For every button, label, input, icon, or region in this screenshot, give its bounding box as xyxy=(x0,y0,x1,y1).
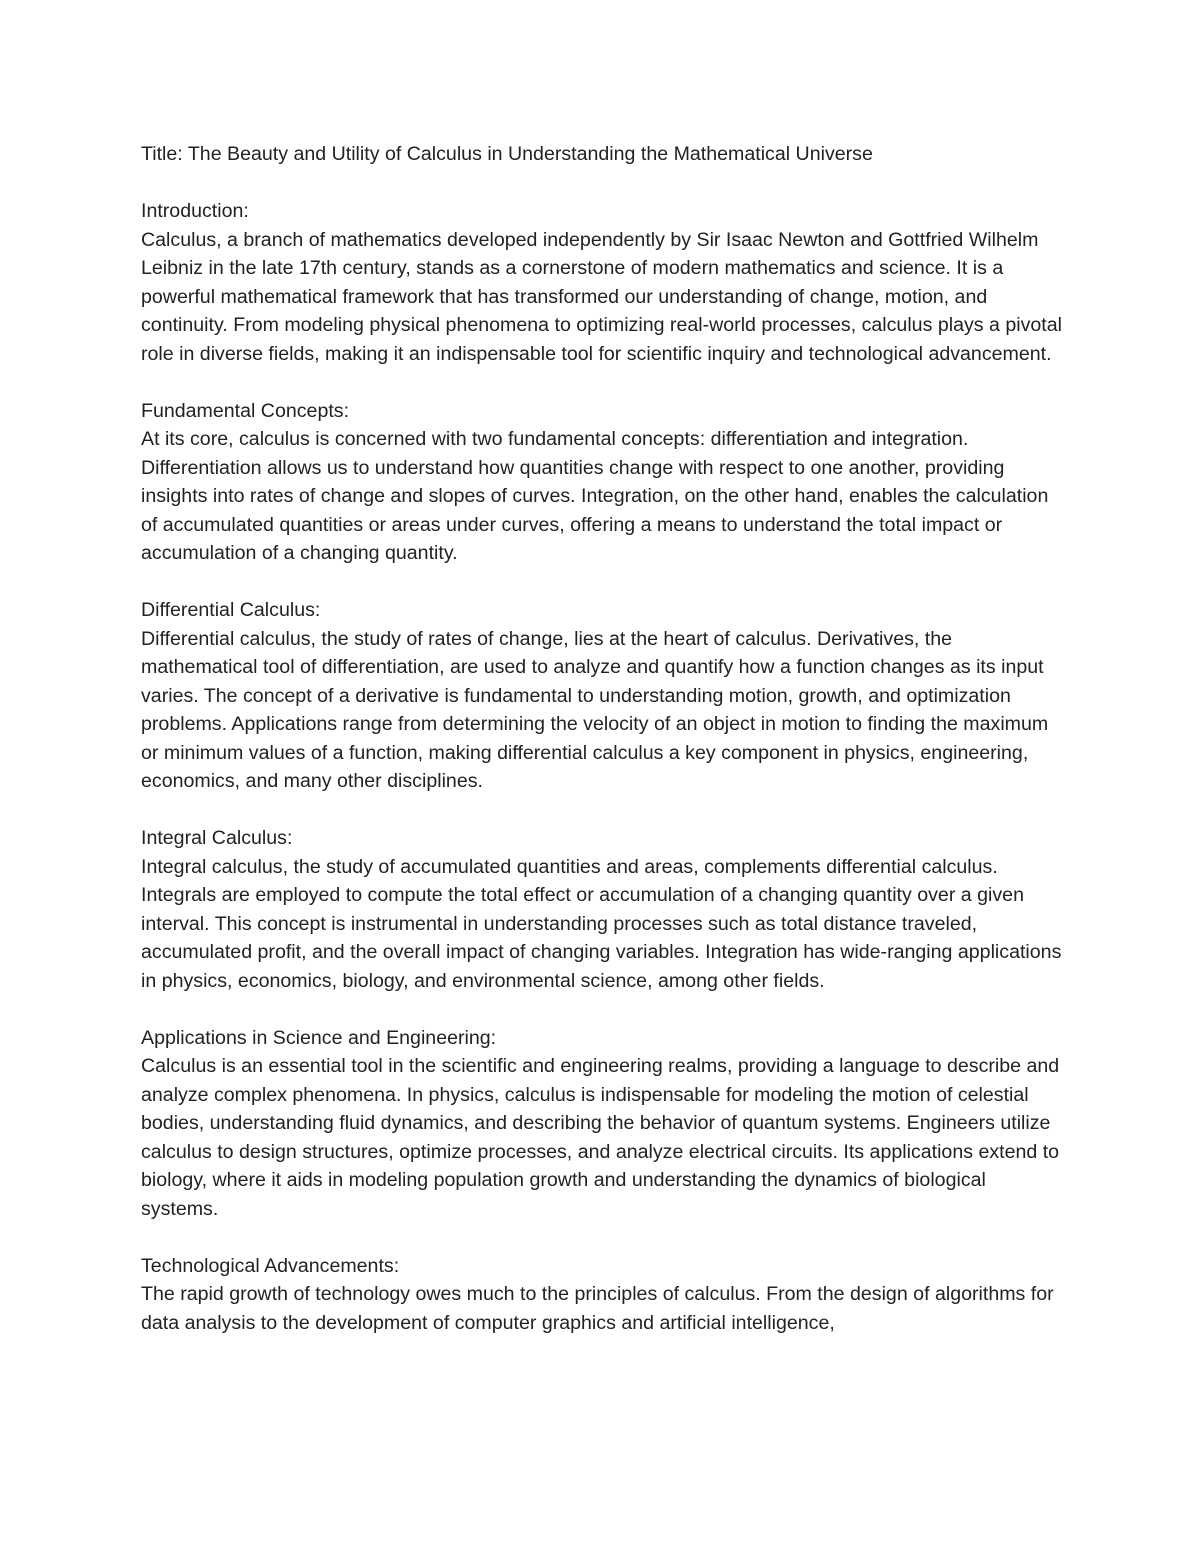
section-integral-calculus xyxy=(141,824,1066,995)
section-heading: Introduction: xyxy=(141,200,249,222)
section-paragraph: The rapid growth of technology owes much to the principles of calculus. From the design of algorithms for data analysis to the development of computer graphics and artificial intelligence, xyxy=(141,1283,1054,1334)
section-heading: Applications in Science and Engineering: xyxy=(141,1026,497,1049)
section-paragraph: Integral calculus, the study of accumulated quantities and areas, complements differential calculus. Integrals are employed to compute the total effect or accumulation of a changing quantity over a given interval. This concept is instrumental in understanding processes such as total distance traveled, accumulated profit, and the overall impact of changing variables. Integration has wide-ranging applications in physics, economics, biology, and environmental science, among other fields. xyxy=(141,855,1062,992)
section-fundamental-concepts xyxy=(141,397,1066,568)
section-paragraph: Differential calculus, the study of rates of change, lies at the heart of calculus. Derivatives, the mathematical tool of differentiation, are used to analyze and quantify how a function changes as its input varies. The concept of a derivative is fundamental to understanding motion, growth, and optimization problems. Applications range from determining the velocity of an object in motion to finding the maximum or minimum values of a function, making differential calculus a key component in physics, engineering, economics, and many other disciplines. xyxy=(141,627,1049,792)
section-paragraph: At its core, calculus is concerned with two fundamental concepts: differentiation and integration. Differentiation allows us to understand how quantities change with respect to one another, providing insights into rates of change and slopes of curves. Integration, on the other hand, enables the calculation of accumulated quantities or areas under curves, offering a means to understand the total impact or accumulation of a changing quantity. xyxy=(141,428,1049,564)
section-introduction xyxy=(141,197,1066,368)
section-heading: Technological Advancements: xyxy=(141,1254,400,1277)
document-body xyxy=(141,140,1066,1366)
section-paragraph: Calculus is an essential tool in the scientific and engineering realms, providing a language to describe and analyze complex phenomena. In physics, calculus is indispensable for modeling the motion of celestial bodies, understanding fluid dynamics, and describing the behavior of quantum systems. Engineers utilize calculus to design structures, optimize processes, and analyze electrical circuits. Its applications extend to biology, where it aids in modeling population growth and understanding the dynamics of biological systems. xyxy=(141,1055,1060,1220)
section-paragraph: Calculus, a branch of mathematics developed independently by Sir Isaac Newton and Gottfried Wilhelm Leibniz in the late 17th century, stands as a cornerstone of modern mathematics and science. It is a powerful mathematical framework that has transformed our understanding of change, motion, and continuity. From modeling physical phenomena to optimizing real-world processes, calculus plays a pivotal role in diverse fields, making it an indispensable tool for scientific inquiry and technological advancement. xyxy=(141,228,1062,365)
section-heading: Integral Calculus: xyxy=(141,827,293,849)
section-applications xyxy=(141,1024,1066,1224)
section-differential-calculus xyxy=(141,596,1066,796)
section-heading: Differential Calculus: xyxy=(141,599,321,621)
section-technological-advancements xyxy=(141,1252,1066,1338)
document-title: Title: The Beauty and Utility of Calculus in Understanding the Mathematical Universe xyxy=(141,143,873,165)
section-heading: Fundamental Concepts: xyxy=(141,399,350,422)
